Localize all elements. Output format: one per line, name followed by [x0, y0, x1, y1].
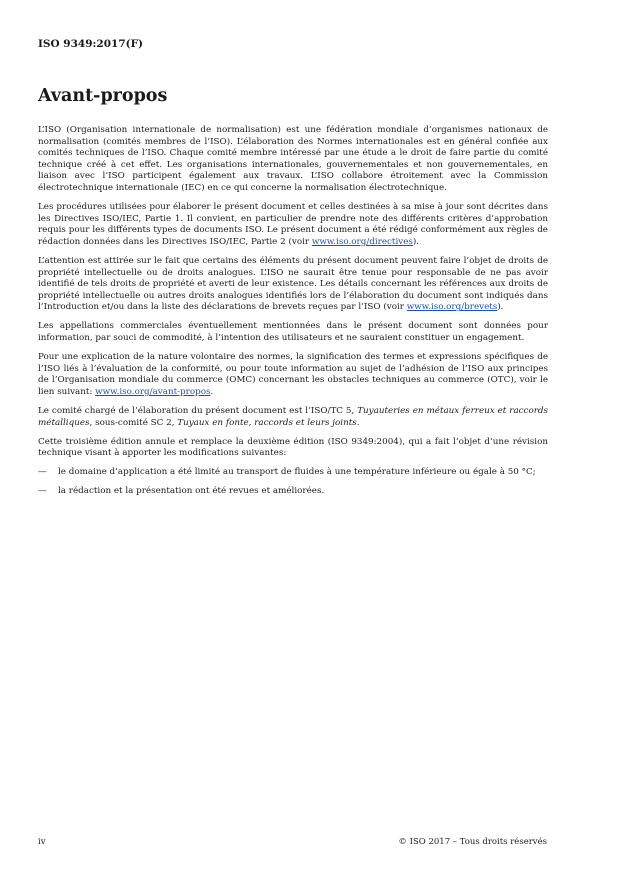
list-item	[38, 467, 548, 479]
text: Le comité chargé de l’élaboration du présent document est l’ISO/TC 5,	[38, 405, 358, 416]
link-brevets[interactable]: www.iso.org/brevets	[406, 302, 498, 313]
paragraph-voluntary	[38, 352, 548, 398]
text: , sous-comité SC 2,	[89, 417, 178, 428]
text: .	[210, 386, 214, 397]
list-item-text: la rédaction et la présentation ont été revues et améliorées.	[58, 486, 325, 497]
text: Pour une explication de la nature volontaire des normes, la signification des termes et expressions spécifiques de l’ISO liés à l’évaluation de la conformité, ou pour toute information au sujet de l’adhésion de l’ISO aux principes de l’Organisation mondiale du commerce (OMC) concernant les obstacles techniques au commerce (OTC), voir le lien suivant:	[38, 352, 548, 397]
committee-title: Tuyauteries en métaux ferreux et raccords métalliques	[38, 405, 548, 428]
paragraph-iso-intro: L’ISO (Organisation internationale de normalisation) est une fédération mondiale d’organismes nationaux de normalisation (comités membres de l’ISO). L’élaboration des Normes internationales est en général confiée aux comités techniques de l’ISO. Chaque comité membre intéressé par une étude a le droit de faire partie du comité technique créé à cet effet. Les organisations internationales, gouvernementales et non gouvernementales, en liaison avec l’ISO participent également aux travaux. L’ISO collabore étroitement avec la Commission électrotechnique internationale (IEC) en ce qui concerne la normalisation électrotechnique.	[38, 125, 548, 193]
list-item-text: le domaine d’application a été limité au transport de fluides à une température inférieure ou égale à 50 °C;	[58, 467, 536, 478]
text: ).	[412, 236, 420, 247]
paragraph-edition: Cette troisième édition annule et remplace la deuxième édition (ISO 9349:2004), qui a fait l’objet d’une révision technique visant à apporter les modifications suivantes:	[38, 436, 548, 459]
paragraph-committee	[38, 406, 548, 429]
page-number: iv	[38, 837, 46, 847]
text: L’attention est attirée sur le fait que certains des éléments du présent document peuvent faire l’objet de droits de propriété intellectuelle ou de droits analogues. L’ISO ne saurait être tenue pour responsable de ne pas avoir identifié de tels droits de propriété et averti de leur existence. Les détails concernant les références aux droits de propriété intellectuelle ou autres droits analogues identifiés lors de l’élaboration du document sont indiqués dans l’Introduction et/ou dans la liste des déclarations de brevets reçues par l’ISO (voir	[38, 255, 548, 313]
page-title: Avant-propos	[38, 86, 168, 106]
dash-bullet: —	[38, 467, 47, 478]
link-avant-propos[interactable]: www.iso.org/avant-propos	[95, 386, 211, 397]
paragraph-procedures	[38, 202, 548, 248]
document-body	[38, 125, 548, 506]
paragraph-patents	[38, 256, 548, 314]
text: ).	[497, 302, 504, 313]
list-item	[38, 486, 548, 498]
dash-bullet: —	[38, 486, 47, 497]
subcommittee-title: Tuyaux en fonte, raccords et leurs joints	[177, 417, 357, 428]
document-header: ISO 9349:2017(F)	[38, 38, 144, 50]
copyright: © ISO 2017 – Tous droits réservés	[398, 837, 547, 847]
link-directives[interactable]: www.iso.org/directives	[311, 236, 413, 247]
text: Les procédures utilisées pour élaborer le présent document et celles destinées à sa mise à jour sont décrites dans les Directives ISO/IEC, Partie 1. Il convient, en particulier de prendre note des différents critères d’approbation requis pour les différents types de documents ISO. Le présent document a été rédigé conformément aux règles de rédaction données dans les Directives ISO/IEC, Partie 2 (voir	[38, 202, 548, 247]
paragraph-trade-names: Les appellations commerciales éventuellement mentionnées dans le présent document sont données pour information, par souci de commodité, à l’intention des utilisateurs et ne sauraient constituer un engagement.	[38, 321, 548, 343]
text: .	[356, 417, 360, 428]
